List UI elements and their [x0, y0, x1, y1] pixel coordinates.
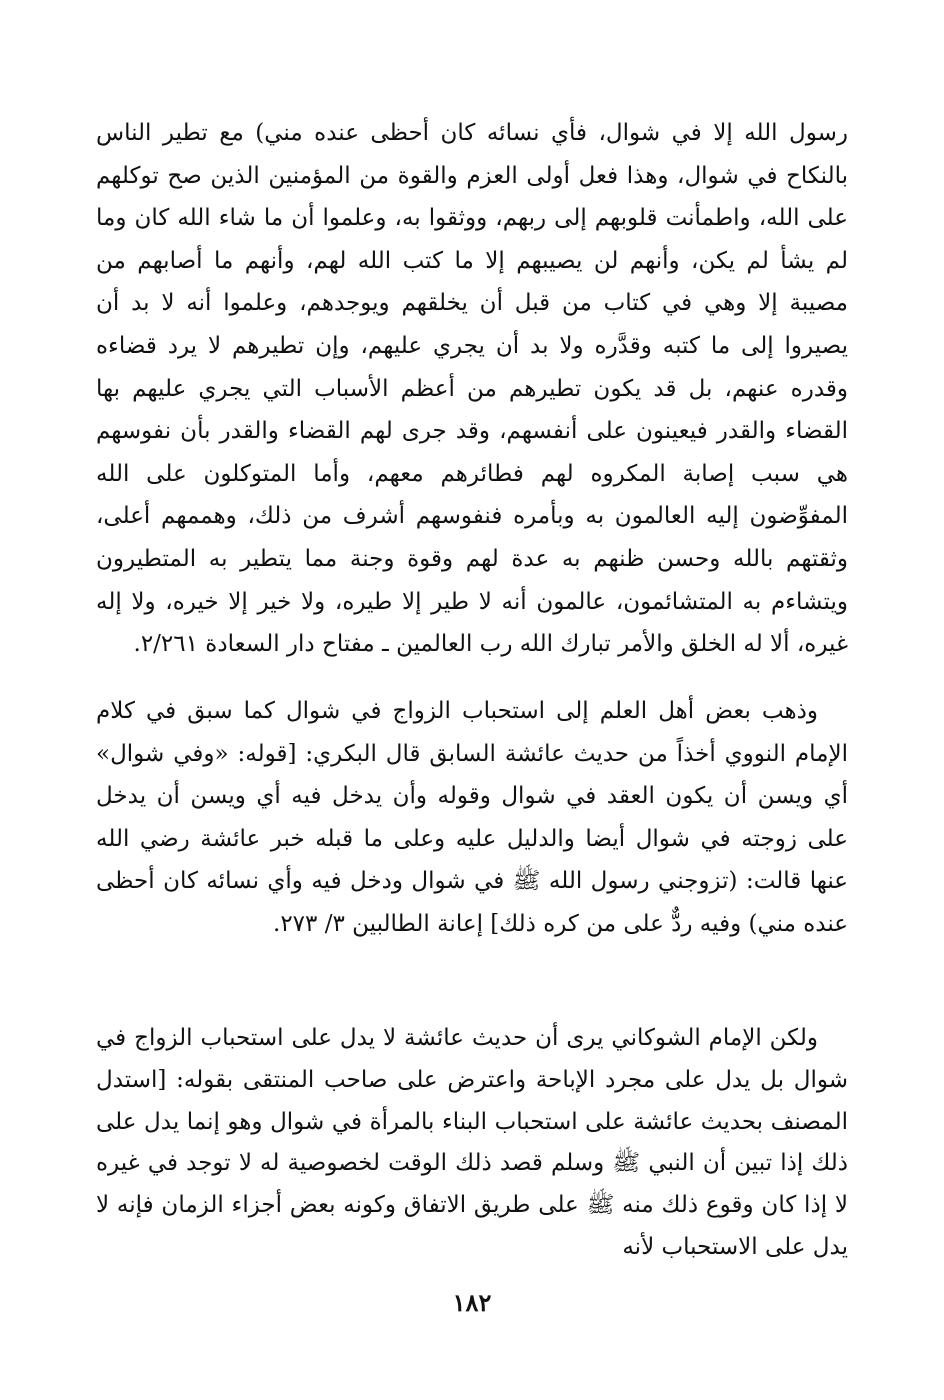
- paragraph-2-text: وذهب بعض أهل العلم إلى استحباب الزواج في شوال كما سبق في كلام الإمام النووي أخذاً من حديث عائشة السابق قال البكري: [قوله: «وفي شوال» أي ويسن أن يكون العقد في شوال وقوله وأن يدخل فيه أي ويسن أن يدخل على زوجته في شوال أيضا والدليل عليه وعلى ما قبله خبر عائشة رضي الله عنها قالت: (تزوجني رسول الله ﷺ في شوال ودخل فيه وأي نسائه كان أحظى عنده مني) وفيه ردٌّ على من كره ذلك] إعانة الطالبين ٣/ ٢٧٣.: [96, 698, 848, 937]
- paragraph-3: [96, 1018, 848, 1269]
- paragraph-1: [96, 112, 848, 666]
- page-number: ١٨٢: [452, 1288, 492, 1317]
- paragraph-2: [96, 690, 848, 946]
- paragraph-1-text: رسول الله إلا في شوال، فأي نسائه كان أحظى عنده مني) مع تطير الناس بالنكاح في شوال، وهذا فعل أولى العزم والقوة من المؤمنين الذين صح توكلهم على الله، واطمأنت قلوبهم إلى ربهم، ووثقوا به، وعلموا أن ما شاء الله كان وما لم يشأ لم يكن، وأنهم لن يصيبهم إلا ما كتب الله لهم، وأنهم ما أصابهم من مصيبة إلا وهي في كتاب من قبل أن يخلقهم ويوجدهم، وعلموا أنه لا بد أن يصيروا إلى ما كتبه وقدَّره ولا بد أن يجري عليهم، وإن تطيرهم لا يرد قضاءه وقدره عنهم، بل قد يكون تطيرهم من أعظم الأسباب التي يجري عليهم بها القضاء والقدر فيعينون على أنفسهم، وقد جرى لهم القضاء والقدر بأن نفوسهم هي سبب إصابة المكروه لهم فطائرهم معهم، وأما المتوكلون على الله المفوِّضون إليه العالمون به وبأمره فنفوسهم أشرف من ذلك، وهممهم أعلى، وثقتهم بالله وحسن ظنهم به عدة لهم وقوة وجنة مما يتطير به المتطيرون ويتشاءم به المتشائمون، عالمون أنه لا طير إلا طيره، ولا خير إلا خيره، ولا إله غيره، ألا له الخلق والأمر تبارك الله رب العالمين ـ مفتاح دار السعادة ٢/٢٦١.: [96, 120, 848, 658]
- paragraph-3-text: ولكن الإمام الشوكاني يرى أن حديث عائشة لا يدل على استحباب الزواج في شوال بل يدل على مجرد الإباحة واعترض على صاحب المنتقى بقوله: [استدل المصنف بحديث عائشة على استحباب البناء بالمرأة في شوال وهو إنما يدل على ذلك إذا تبين أن النبي ﷺ وسلم قصد ذلك الوقت لخصوصية له لا توجد في غيره لا إذا كان وقوع ذلك منه ﷺ على طريق الاتفاق وكونه بعض أجزاء الزمان فإنه لا يدل على الاستحباب لأنه: [96, 1025, 848, 1260]
